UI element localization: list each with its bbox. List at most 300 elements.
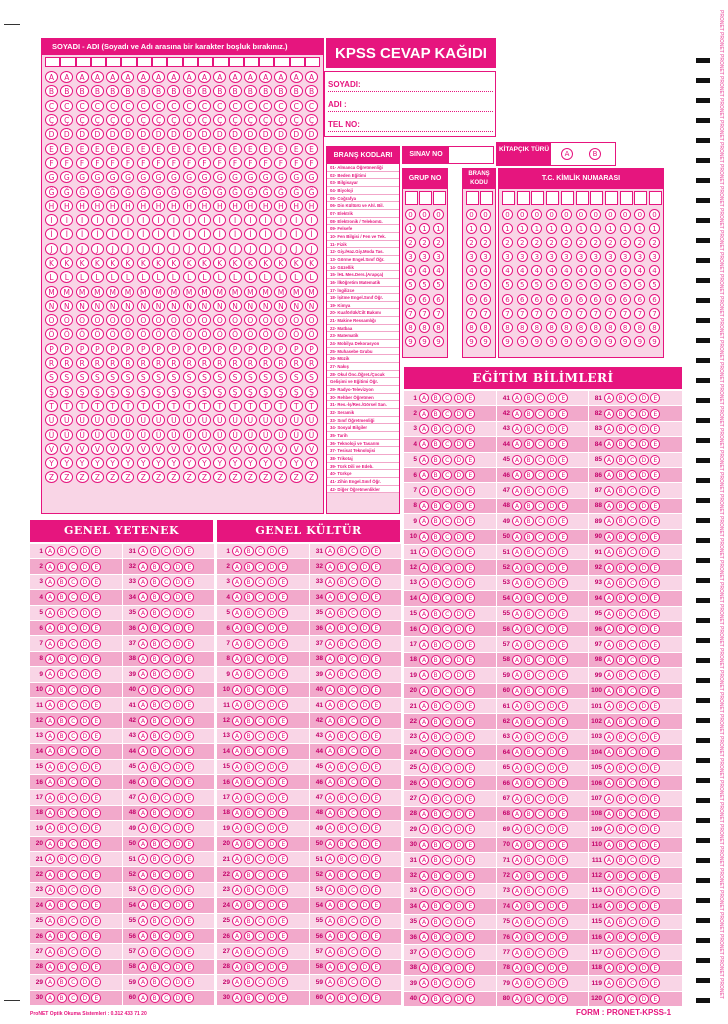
option-bubble[interactable]: B	[244, 762, 254, 772]
option-bubble[interactable]: B	[431, 809, 441, 819]
name-bubble[interactable]: K	[290, 257, 303, 269]
name-bubble[interactable]: C	[91, 100, 104, 112]
name-bubble[interactable]: K	[60, 257, 73, 269]
option-bubble[interactable]: B	[150, 577, 160, 587]
name-bubble[interactable]: Ü	[213, 429, 226, 441]
option-bubble[interactable]: C	[161, 746, 171, 756]
option-bubble[interactable]: C	[161, 700, 171, 710]
option-bubble[interactable]: D	[267, 639, 277, 649]
name-bubble[interactable]: Y	[274, 457, 287, 469]
option-bubble[interactable]: E	[465, 547, 475, 557]
option-bubble[interactable]: B	[337, 977, 347, 987]
option-bubble[interactable]: B	[337, 808, 347, 818]
name-bubble[interactable]: Ç	[305, 114, 318, 126]
name-bubble[interactable]: S	[76, 371, 89, 383]
option-bubble[interactable]: D	[267, 947, 277, 957]
digit-bubble[interactable]: 8	[531, 322, 542, 333]
option-bubble[interactable]: C	[255, 823, 265, 833]
option-bubble[interactable]: A	[45, 931, 55, 941]
option-bubble[interactable]: D	[173, 546, 183, 556]
option-bubble[interactable]: E	[558, 393, 568, 403]
option-bubble[interactable]: A	[138, 685, 148, 695]
name-bubble[interactable]: O	[305, 314, 318, 326]
option-bubble[interactable]: A	[138, 839, 148, 849]
digit-bubble[interactable]: 1	[466, 223, 477, 234]
option-bubble[interactable]: E	[184, 716, 194, 726]
name-bubble[interactable]: I	[45, 214, 58, 226]
name-bubble[interactable]: Ğ	[167, 186, 180, 198]
digit-bubble[interactable]: 6	[590, 294, 601, 305]
option-bubble[interactable]: C	[627, 886, 637, 896]
option-bubble[interactable]: B	[150, 654, 160, 664]
option-bubble[interactable]: B	[337, 762, 347, 772]
digit-bubble[interactable]: 9	[634, 336, 645, 347]
option-bubble[interactable]: D	[267, 839, 277, 849]
option-bubble[interactable]: C	[68, 870, 78, 880]
option-bubble[interactable]: D	[639, 439, 649, 449]
option-bubble[interactable]: A	[604, 978, 614, 988]
option-bubble[interactable]: D	[267, 762, 277, 772]
option-bubble[interactable]: E	[465, 917, 475, 927]
option-bubble[interactable]: B	[616, 855, 626, 865]
option-bubble[interactable]: D	[267, 700, 277, 710]
option-bubble[interactable]: A	[45, 900, 55, 910]
option-bubble[interactable]: A	[138, 669, 148, 679]
name-bubble[interactable]: Ş	[183, 386, 196, 398]
option-bubble[interactable]: A	[604, 732, 614, 742]
digit-bubble[interactable]: 5	[546, 279, 557, 290]
name-bubble[interactable]: G	[290, 171, 303, 183]
digit-bubble[interactable]: 6	[531, 294, 542, 305]
option-bubble[interactable]: D	[454, 747, 464, 757]
name-bubble[interactable]: B	[137, 85, 150, 97]
option-bubble[interactable]: A	[419, 578, 429, 588]
option-bubble[interactable]: A	[419, 840, 429, 850]
option-bubble[interactable]: E	[278, 546, 288, 556]
name-write-cell[interactable]	[259, 57, 274, 67]
digit-bubble[interactable]: 9	[517, 336, 528, 347]
option-bubble[interactable]: C	[161, 916, 171, 926]
name-bubble[interactable]: F	[290, 157, 303, 169]
option-bubble[interactable]: A	[232, 777, 242, 787]
option-bubble[interactable]: C	[535, 455, 545, 465]
name-bubble[interactable]: C	[60, 100, 73, 112]
option-bubble[interactable]: B	[431, 747, 441, 757]
name-bubble[interactable]: I	[213, 214, 226, 226]
option-bubble[interactable]: A	[232, 993, 242, 1003]
name-bubble[interactable]: Ğ	[244, 186, 257, 198]
name-bubble[interactable]: T	[244, 400, 257, 412]
option-bubble[interactable]: B	[57, 823, 67, 833]
name-bubble[interactable]: İ	[259, 228, 272, 240]
option-bubble[interactable]: C	[442, 470, 452, 480]
option-bubble[interactable]: C	[627, 547, 637, 557]
option-bubble[interactable]: B	[524, 871, 534, 881]
option-bubble[interactable]: D	[454, 393, 464, 403]
option-bubble[interactable]: B	[431, 840, 441, 850]
option-bubble[interactable]: E	[650, 994, 660, 1004]
option-bubble[interactable]: D	[547, 917, 557, 927]
name-bubble[interactable]: M	[106, 286, 119, 298]
name-bubble[interactable]: A	[290, 71, 303, 83]
digit-bubble[interactable]: 9	[649, 336, 660, 347]
option-bubble[interactable]: B	[150, 762, 160, 772]
option-bubble[interactable]: A	[45, 685, 55, 695]
option-bubble[interactable]: D	[547, 393, 557, 403]
option-bubble[interactable]: D	[267, 777, 277, 787]
option-bubble[interactable]: B	[337, 716, 347, 726]
option-bubble[interactable]: D	[639, 655, 649, 665]
option-bubble[interactable]: A	[232, 793, 242, 803]
option-bubble[interactable]: A	[232, 900, 242, 910]
option-bubble[interactable]: A	[419, 686, 429, 696]
option-bubble[interactable]: E	[650, 732, 660, 742]
option-bubble[interactable]: A	[512, 763, 522, 773]
name-bubble[interactable]: O	[60, 314, 73, 326]
option-bubble[interactable]: B	[524, 455, 534, 465]
option-bubble[interactable]: E	[184, 731, 194, 741]
name-bubble[interactable]: M	[91, 286, 104, 298]
option-bubble[interactable]: C	[255, 962, 265, 972]
option-bubble[interactable]: A	[419, 547, 429, 557]
option-bubble[interactable]: E	[371, 916, 381, 926]
option-bubble[interactable]: D	[639, 516, 649, 526]
option-bubble[interactable]: B	[431, 393, 441, 403]
name-bubble[interactable]: R	[290, 357, 303, 369]
option-bubble[interactable]: D	[639, 393, 649, 403]
option-bubble[interactable]: A	[512, 532, 522, 542]
name-bubble[interactable]: V	[198, 443, 211, 455]
option-bubble[interactable]: B	[150, 885, 160, 895]
option-bubble[interactable]: B	[244, 931, 254, 941]
option-bubble[interactable]: A	[419, 486, 429, 496]
digit-bubble[interactable]: 4	[561, 265, 572, 276]
option-bubble[interactable]: B	[524, 532, 534, 542]
name-bubble[interactable]: L	[121, 271, 134, 283]
name-bubble[interactable]: Ş	[229, 386, 242, 398]
name-bubble[interactable]: Ğ	[198, 186, 211, 198]
digit-bubble[interactable]: 1	[605, 223, 616, 234]
name-bubble[interactable]: Ğ	[213, 186, 226, 198]
option-bubble[interactable]: B	[616, 747, 626, 757]
digit-bubble[interactable]: 7	[634, 308, 645, 319]
option-bubble[interactable]: E	[558, 747, 568, 757]
option-bubble[interactable]: E	[184, 870, 194, 880]
digit-bubble[interactable]: 3	[502, 251, 513, 262]
name-bubble[interactable]: B	[106, 85, 119, 97]
digit-bubble[interactable]: 4	[502, 265, 513, 276]
option-bubble[interactable]: B	[616, 578, 626, 588]
option-bubble[interactable]: A	[604, 794, 614, 804]
option-bubble[interactable]: E	[278, 577, 288, 587]
name-bubble[interactable]: S	[305, 371, 318, 383]
name-bubble[interactable]: E	[121, 143, 134, 155]
option-bubble[interactable]: E	[558, 809, 568, 819]
option-bubble[interactable]: C	[161, 808, 171, 818]
option-bubble[interactable]: C	[161, 977, 171, 987]
option-bubble[interactable]: C	[442, 747, 452, 757]
name-bubble[interactable]: T	[183, 400, 196, 412]
option-bubble[interactable]: E	[558, 948, 568, 958]
digit-bubble[interactable]: 0	[480, 209, 491, 220]
name-bubble[interactable]: S	[106, 371, 119, 383]
option-bubble[interactable]: B	[244, 685, 254, 695]
option-bubble[interactable]: E	[278, 746, 288, 756]
option-bubble[interactable]: C	[535, 717, 545, 727]
name-bubble[interactable]: R	[167, 357, 180, 369]
option-bubble[interactable]: A	[512, 717, 522, 727]
option-bubble[interactable]: D	[454, 655, 464, 665]
option-bubble[interactable]: E	[650, 486, 660, 496]
name-bubble[interactable]: G	[152, 171, 165, 183]
name-bubble[interactable]: P	[305, 343, 318, 355]
option-bubble[interactable]: C	[68, 700, 78, 710]
option-bubble[interactable]: C	[68, 823, 78, 833]
digit-bubble[interactable]: 6	[466, 294, 477, 305]
name-bubble[interactable]: N	[183, 300, 196, 312]
name-bubble[interactable]: B	[152, 85, 165, 97]
name-bubble[interactable]: Z	[121, 471, 134, 483]
option-bubble[interactable]: D	[454, 732, 464, 742]
option-bubble[interactable]: C	[535, 578, 545, 588]
option-bubble[interactable]: A	[325, 808, 335, 818]
option-bubble[interactable]: E	[184, 793, 194, 803]
option-bubble[interactable]: D	[173, 608, 183, 618]
name-bubble[interactable]: Ş	[290, 386, 303, 398]
name-bubble[interactable]: H	[106, 200, 119, 212]
option-bubble[interactable]: D	[547, 717, 557, 727]
name-bubble[interactable]: V	[305, 443, 318, 455]
name-bubble[interactable]: O	[91, 314, 104, 326]
option-bubble[interactable]: E	[91, 916, 101, 926]
option-bubble[interactable]: A	[512, 948, 522, 958]
name-bubble[interactable]: O	[290, 314, 303, 326]
option-bubble[interactable]: E	[650, 501, 660, 511]
option-bubble[interactable]: A	[419, 901, 429, 911]
option-bubble[interactable]: A	[419, 855, 429, 865]
option-bubble[interactable]: D	[80, 808, 90, 818]
name-bubble[interactable]: C	[244, 100, 257, 112]
name-bubble[interactable]: H	[229, 200, 242, 212]
option-bubble[interactable]: B	[616, 593, 626, 603]
option-bubble[interactable]: A	[604, 871, 614, 881]
name-bubble[interactable]: Ğ	[229, 186, 242, 198]
option-bubble[interactable]: D	[267, 870, 277, 880]
name-bubble[interactable]: Z	[137, 471, 150, 483]
name-bubble[interactable]: G	[106, 171, 119, 183]
option-bubble[interactable]: A	[138, 623, 148, 633]
option-bubble[interactable]: B	[150, 716, 160, 726]
option-bubble[interactable]: B	[524, 686, 534, 696]
option-bubble[interactable]: B	[337, 854, 347, 864]
name-bubble[interactable]: Ö	[229, 328, 242, 340]
option-bubble[interactable]: E	[558, 886, 568, 896]
option-bubble[interactable]: A	[232, 685, 242, 695]
option-bubble[interactable]: D	[80, 854, 90, 864]
option-bubble[interactable]: C	[348, 685, 358, 695]
option-bubble[interactable]: B	[524, 978, 534, 988]
option-bubble[interactable]: B	[524, 747, 534, 757]
name-bubble[interactable]: S	[274, 371, 287, 383]
option-bubble[interactable]: B	[524, 593, 534, 603]
name-bubble[interactable]: K	[121, 257, 134, 269]
option-bubble[interactable]: B	[244, 808, 254, 818]
option-bubble[interactable]: B	[244, 669, 254, 679]
option-bubble[interactable]: D	[360, 731, 370, 741]
option-bubble[interactable]: E	[558, 532, 568, 542]
name-write-cell[interactable]	[198, 57, 213, 67]
name-bubble[interactable]: E	[137, 143, 150, 155]
option-bubble[interactable]: D	[454, 763, 464, 773]
name-bubble[interactable]: I	[305, 214, 318, 226]
name-bubble[interactable]: Ö	[91, 328, 104, 340]
option-bubble[interactable]: E	[650, 963, 660, 973]
option-bubble[interactable]: C	[535, 439, 545, 449]
option-bubble[interactable]: C	[161, 793, 171, 803]
option-bubble[interactable]: B	[524, 763, 534, 773]
option-bubble[interactable]: A	[419, 516, 429, 526]
option-bubble[interactable]: E	[465, 794, 475, 804]
digit-bubble[interactable]: 4	[433, 265, 444, 276]
option-bubble[interactable]: C	[255, 777, 265, 787]
option-bubble[interactable]: D	[173, 993, 183, 1003]
option-bubble[interactable]: C	[348, 762, 358, 772]
option-bubble[interactable]: B	[150, 685, 160, 695]
name-bubble[interactable]: U	[121, 414, 134, 426]
option-bubble[interactable]: A	[325, 654, 335, 664]
option-bubble[interactable]: B	[616, 917, 626, 927]
option-bubble[interactable]: A	[325, 746, 335, 756]
name-bubble[interactable]: O	[76, 314, 89, 326]
digit-bubble[interactable]: 8	[502, 322, 513, 333]
name-bubble[interactable]: Ç	[244, 114, 257, 126]
option-bubble[interactable]: C	[255, 839, 265, 849]
option-bubble[interactable]: C	[535, 670, 545, 680]
option-bubble[interactable]: A	[45, 746, 55, 756]
option-bubble[interactable]: C	[442, 978, 452, 988]
name-bubble[interactable]: İ	[290, 228, 303, 240]
option-bubble[interactable]: E	[371, 854, 381, 864]
option-bubble[interactable]: B	[57, 623, 67, 633]
name-bubble[interactable]: N	[121, 300, 134, 312]
option-bubble[interactable]: A	[604, 901, 614, 911]
name-bubble[interactable]: C	[305, 100, 318, 112]
option-bubble[interactable]: B	[337, 962, 347, 972]
option-bubble[interactable]: E	[184, 916, 194, 926]
option-bubble[interactable]: D	[80, 823, 90, 833]
name-bubble[interactable]: H	[305, 200, 318, 212]
name-bubble[interactable]: R	[106, 357, 119, 369]
name-bubble[interactable]: Ç	[106, 114, 119, 126]
digit-bubble[interactable]: 0	[531, 209, 542, 220]
option-bubble[interactable]: D	[547, 778, 557, 788]
option-bubble[interactable]: D	[547, 794, 557, 804]
digit-bubble[interactable]: 3	[517, 251, 528, 262]
option-bubble[interactable]: D	[454, 455, 464, 465]
option-bubble[interactable]: E	[91, 546, 101, 556]
name-bubble[interactable]: D	[45, 128, 58, 140]
option-bubble[interactable]: E	[184, 623, 194, 633]
option-bubble[interactable]: B	[57, 916, 67, 926]
option-bubble[interactable]: D	[360, 562, 370, 572]
option-bubble[interactable]: E	[650, 855, 660, 865]
option-bubble[interactable]: E	[465, 424, 475, 434]
option-bubble[interactable]: D	[360, 962, 370, 972]
option-bubble[interactable]: A	[604, 717, 614, 727]
option-bubble[interactable]: D	[360, 654, 370, 664]
option-bubble[interactable]: C	[627, 486, 637, 496]
option-bubble[interactable]: C	[68, 746, 78, 756]
option-bubble[interactable]: E	[278, 947, 288, 957]
option-bubble[interactable]: D	[454, 670, 464, 680]
option-bubble[interactable]: B	[524, 393, 534, 403]
option-bubble[interactable]: B	[431, 516, 441, 526]
option-bubble[interactable]: E	[91, 839, 101, 849]
option-bubble[interactable]: B	[150, 962, 160, 972]
option-bubble[interactable]: A	[604, 948, 614, 958]
option-bubble[interactable]: A	[45, 823, 55, 833]
option-bubble[interactable]: C	[348, 639, 358, 649]
name-bubble[interactable]: K	[152, 257, 165, 269]
option-bubble[interactable]: A	[138, 885, 148, 895]
name-bubble[interactable]: D	[244, 128, 257, 140]
option-bubble[interactable]: B	[337, 654, 347, 664]
option-bubble[interactable]: C	[68, 947, 78, 957]
option-bubble[interactable]: B	[616, 455, 626, 465]
option-bubble[interactable]: E	[558, 855, 568, 865]
option-bubble[interactable]: D	[80, 900, 90, 910]
option-bubble[interactable]: E	[650, 978, 660, 988]
option-bubble[interactable]: B	[244, 977, 254, 987]
name-bubble[interactable]: T	[137, 400, 150, 412]
option-bubble[interactable]: D	[360, 746, 370, 756]
name-bubble[interactable]: Ç	[213, 114, 226, 126]
option-bubble[interactable]: A	[604, 439, 614, 449]
option-bubble[interactable]: E	[650, 670, 660, 680]
option-bubble[interactable]: B	[244, 562, 254, 572]
name-bubble[interactable]: J	[244, 243, 257, 255]
option-bubble[interactable]: C	[442, 794, 452, 804]
name-bubble[interactable]: U	[259, 414, 272, 426]
name-bubble[interactable]: N	[91, 300, 104, 312]
option-bubble[interactable]: C	[68, 608, 78, 618]
name-bubble[interactable]: L	[60, 271, 73, 283]
option-bubble[interactable]: C	[348, 562, 358, 572]
option-bubble[interactable]: E	[278, 870, 288, 880]
option-bubble[interactable]: D	[173, 592, 183, 602]
option-bubble[interactable]: D	[639, 455, 649, 465]
option-bubble[interactable]: E	[278, 931, 288, 941]
name-bubble[interactable]: Ü	[244, 429, 257, 441]
option-bubble[interactable]: B	[431, 609, 441, 619]
name-bubble[interactable]: Ğ	[274, 186, 287, 198]
name-bubble[interactable]: Ç	[60, 114, 73, 126]
digit-bubble[interactable]: 9	[605, 336, 616, 347]
name-bubble[interactable]: J	[274, 243, 287, 255]
name-bubble[interactable]: C	[183, 100, 196, 112]
option-bubble[interactable]: C	[627, 686, 637, 696]
digit-bubble[interactable]: 5	[480, 279, 491, 290]
option-bubble[interactable]: D	[360, 977, 370, 987]
option-bubble[interactable]: B	[431, 563, 441, 573]
option-bubble[interactable]: E	[465, 932, 475, 942]
option-bubble[interactable]: B	[150, 562, 160, 572]
option-bubble[interactable]: E	[650, 609, 660, 619]
digit-write-cell[interactable]	[590, 191, 603, 205]
option-bubble[interactable]: A	[604, 840, 614, 850]
name-bubble[interactable]: P	[183, 343, 196, 355]
option-bubble[interactable]: B	[57, 777, 67, 787]
